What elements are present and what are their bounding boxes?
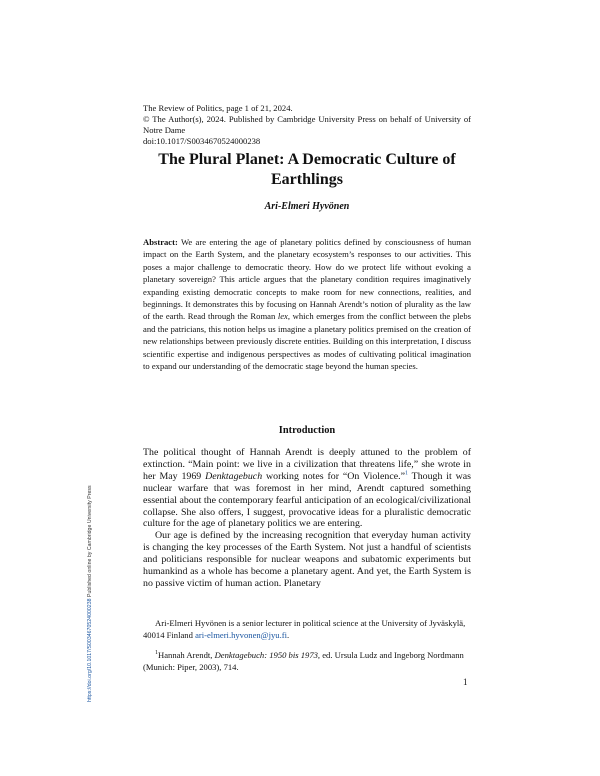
journal-line: The Review of Politics, page 1 of 21, 2024.: [143, 103, 293, 113]
article-title: The Plural Planet: A Democratic Culture of Earthlings: [158, 151, 456, 188]
affiliation-end: .: [286, 630, 290, 640]
paragraph-1-text: The political thought of Hannah Arendt is deeply attuned to the problem of extinction. “Main point: we live in a civilization that threatens life,” she wrote in her May 1969: [143, 447, 471, 482]
footnote-italic-title: Denktagebuch: 1950 bis 1973: [214, 650, 318, 660]
copyright-line: © The Author(s), 2024. Published by Cambridge University Press on behalf of University of Notre Dame: [143, 114, 471, 135]
section-heading-introduction: Introduction: [278, 425, 336, 436]
page-number: 1: [463, 677, 468, 687]
paragraph-1-text-b: working notes for “On Violence.”: [266, 470, 405, 482]
doi-line[interactable]: doi:10.1017/S0034670524000238: [143, 136, 261, 146]
footnote-number: 1: [155, 650, 158, 657]
side-publisher-note: Published online by Cambridge University Press: [87, 485, 93, 598]
paragraph-2: Our age is defined by the increasing recognition that everyday human activity is changing the key processes of the Earth System. Not just a handful of scientists and politicians responsible for nuclear weapons and subatomic experiments but humankind as a whole has become a planetary agent. And yet, the Earth System is no passive victim of human action. Planetary: [143, 530, 471, 589]
author-affiliation: [143, 617, 471, 641]
body-text: [143, 447, 471, 590]
abstract-text-continued: , which emerges from the conflict between the plebs and the patricians, this notion helps us imagine a planetary politics premised on the creation of new relationships between previously discrete entities. Building on this interpretation, I discuss scientific expertise and indigenous perspectives as modes of cultivating political imagination to expand our understanding of the democratic stage beyond the human species.: [143, 311, 471, 372]
footnote-ref-1[interactable]: 1: [404, 470, 408, 477]
footnote-1: [143, 649, 471, 673]
affiliation-text: Ari-Elmeri Hyvönen is a senior lecturer in political science at the University of Jyväskylä, 40014 Finland: [143, 618, 466, 640]
abstract-label: Abstract:: [143, 237, 178, 247]
abstract-text: We are entering the age of planetary politics defined by consciousness of human impact on the Earth System, and the planetary ecosystem’s responses to our activities. This poses a major challenge to democratic theory. How do we protect life without evoking a planetary sovereign? This article argues that the planetary condition requires imaginatively expanding existing democratic concepts to make room for new connections, realities, and beginnings. It demonstrates this by focusing on Hannah Arendt’s notion of plurality as the law of the earth. Read through the Roman: [143, 237, 471, 322]
footnote-rest: , ed. Ursula Ludz and Ingeborg Nordmann (Munich: Piper, 2003), 714.: [143, 650, 464, 672]
journal-header: [143, 103, 471, 147]
author-email-link[interactable]: ari-elmeri.hyvonen@jyu.fi: [195, 630, 287, 640]
side-doi-link[interactable]: https://doi.org/10.1017/S0034670524000238: [87, 598, 93, 702]
footnote-author: Hannah Arendt,: [158, 650, 213, 660]
abstract-italic-term: lex: [277, 311, 288, 322]
paragraph-1-text-c: Though it was nuclear warfare that was foremost in her mind, Arendt captured something essential about the contemporary fearful anticipation of an ecological/civilizational collapse. She also offers, I suggest, provocative ideas for a pluralistic democratic culture for the age of planetary politics we are entering.: [143, 470, 471, 530]
paragraph-1-italic: Denktagebuch: [205, 470, 263, 482]
abstract: [143, 236, 471, 372]
paragraph-1: [143, 447, 471, 530]
side-doi-note: [87, 485, 93, 702]
author-name: Ari-Elmeri Hyvönen: [264, 201, 350, 212]
